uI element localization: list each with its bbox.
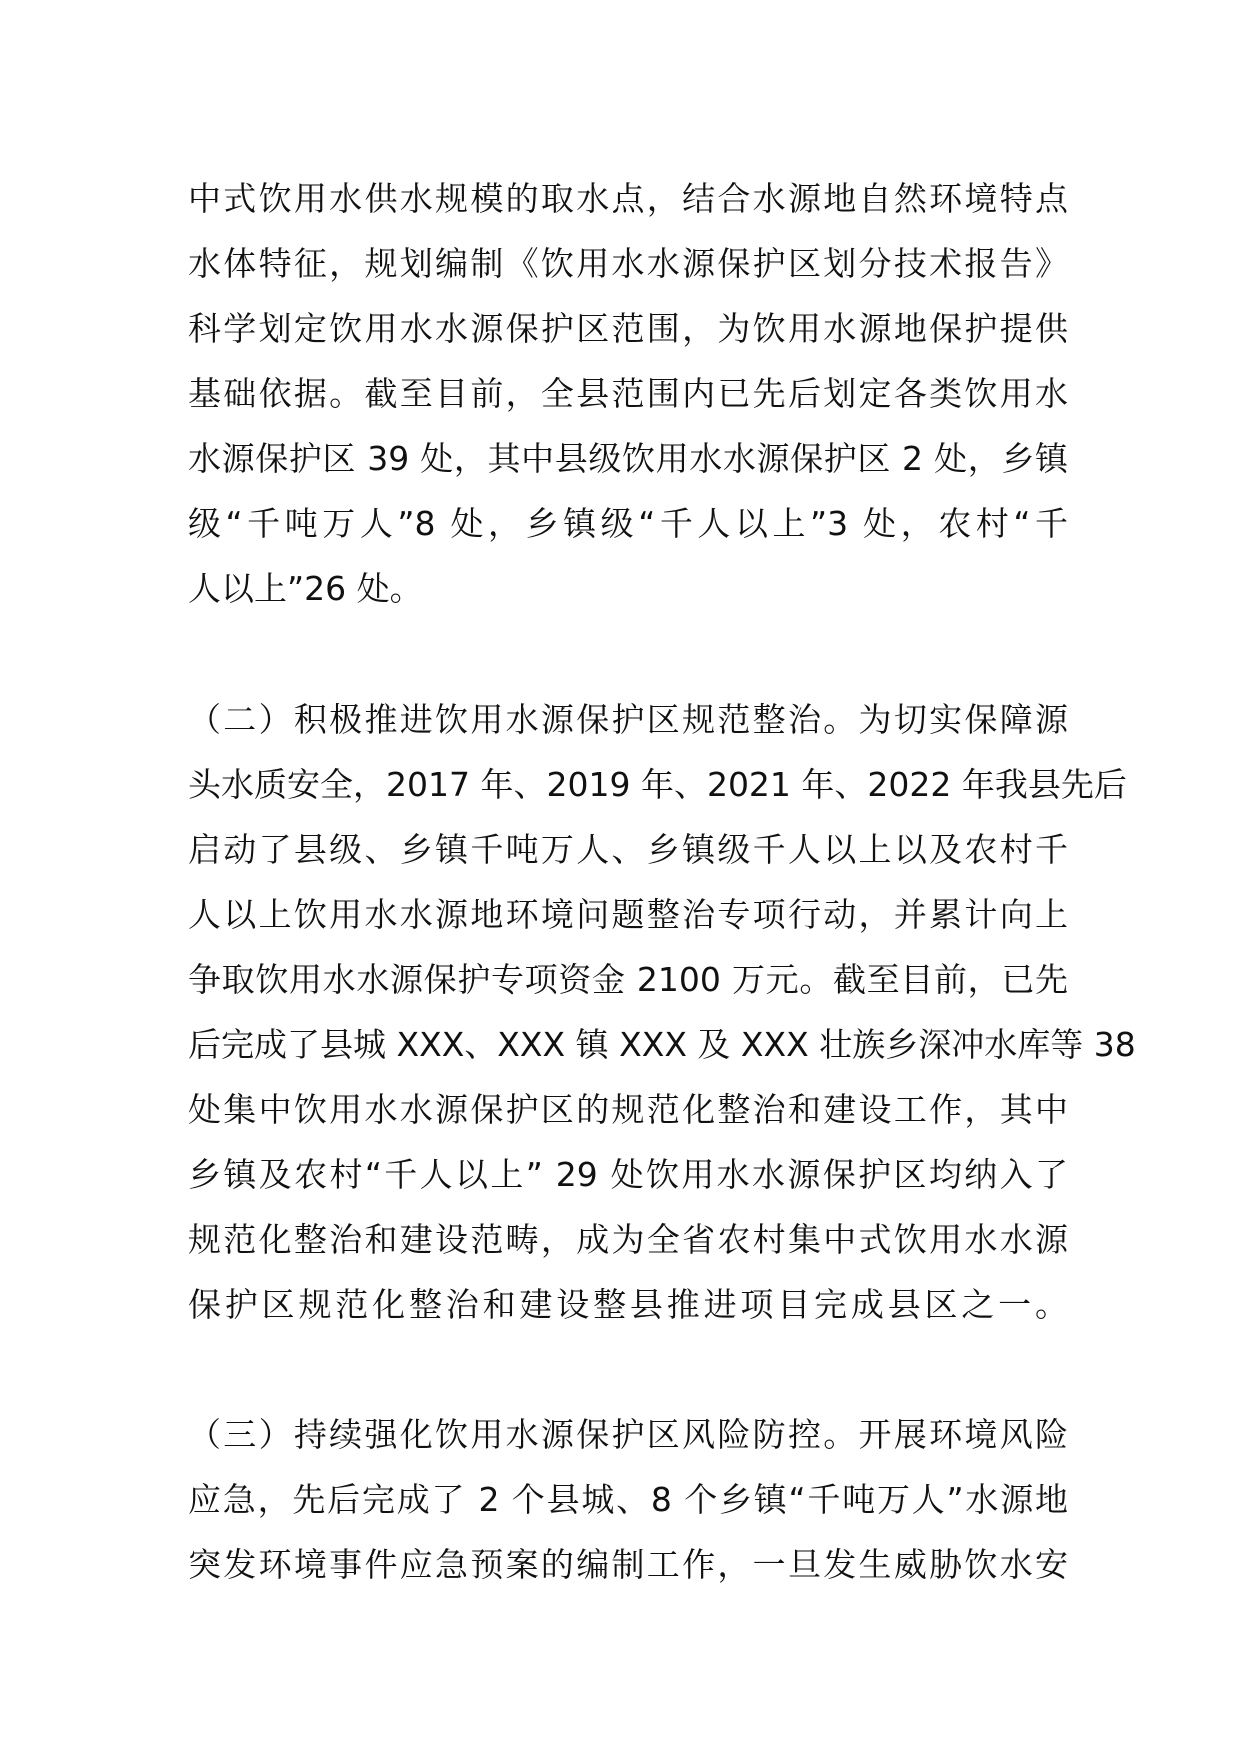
text-line: （二）积极推进饮用水源保护区规范整治。为切实保障源: [188, 700, 1068, 739]
paragraph-risk-prevention: [188, 1402, 1068, 1597]
text-line: 启动了县级、乡镇千吨万人、乡镇级千人以上以及农村千: [188, 830, 1068, 869]
text-line: 科学划定饮用水水源保护区范围，为饮用水源地保护提供: [188, 309, 1068, 348]
paragraph-standardized-rectification: [188, 687, 1136, 1402]
text-line: 突发环境事件应急预案的编制工作，一旦发生威胁饮水安: [188, 1545, 1068, 1584]
text-line: 中式饮用水供水规模的取水点，结合水源地自然环境特点: [188, 179, 1068, 218]
text-line: 水体特征，规划编制《饮用水水源保护区划分技术报告》: [188, 244, 1068, 283]
text-line: 人以上饮用水水源地环境问题整治专项行动，并累计向上: [188, 895, 1068, 934]
text-line: 乡镇及农村“千人以上” 29 处饮用水水源保护区均纳入了: [188, 1155, 1068, 1194]
text-line: 级“千吨万人”8 处，乡镇级“千人以上”3 处，农村“千: [188, 504, 1068, 543]
text-line: 后完成了县城 XXX、XXX 镇 XXX 及 XXX 壮族乡深冲水库等 38: [188, 1025, 1136, 1064]
text-line: 人以上”26 处。: [188, 569, 423, 608]
text-line: 基础依据。截至目前，全县范围内已先后划定各类饮用水: [188, 374, 1068, 413]
text-line: 水源保护区 39 处，其中县级饮用水水源保护区 2 处，乡镇: [188, 439, 1068, 478]
text-line: 规范化整治和建设范畴，成为全省农村集中式饮用水水源: [188, 1220, 1068, 1259]
text-line: 头水质安全，2017 年、2019 年、2021 年、2022 年我县先后: [188, 765, 1127, 804]
text-line: [188, 1337, 1068, 1402]
text-line: 应急，先后完成了 2 个县城、8 个乡镇“千吨万人”水源地: [188, 1480, 1068, 1519]
paragraph-water-source-zoning: [188, 166, 1068, 621]
text-line: 争取饮用水水源保护专项资金 2100 万元。截至目前，已先: [188, 960, 1068, 999]
text-line: 处集中饮用水水源保护区的规范化整治和建设工作，其中: [188, 1090, 1068, 1129]
text-line: （三）持续强化饮用水源保护区风险防控。开展环境风险: [188, 1415, 1068, 1454]
text-line: 保护区规范化整治和建设整县推进项目完成县区之一。: [188, 1285, 1068, 1324]
